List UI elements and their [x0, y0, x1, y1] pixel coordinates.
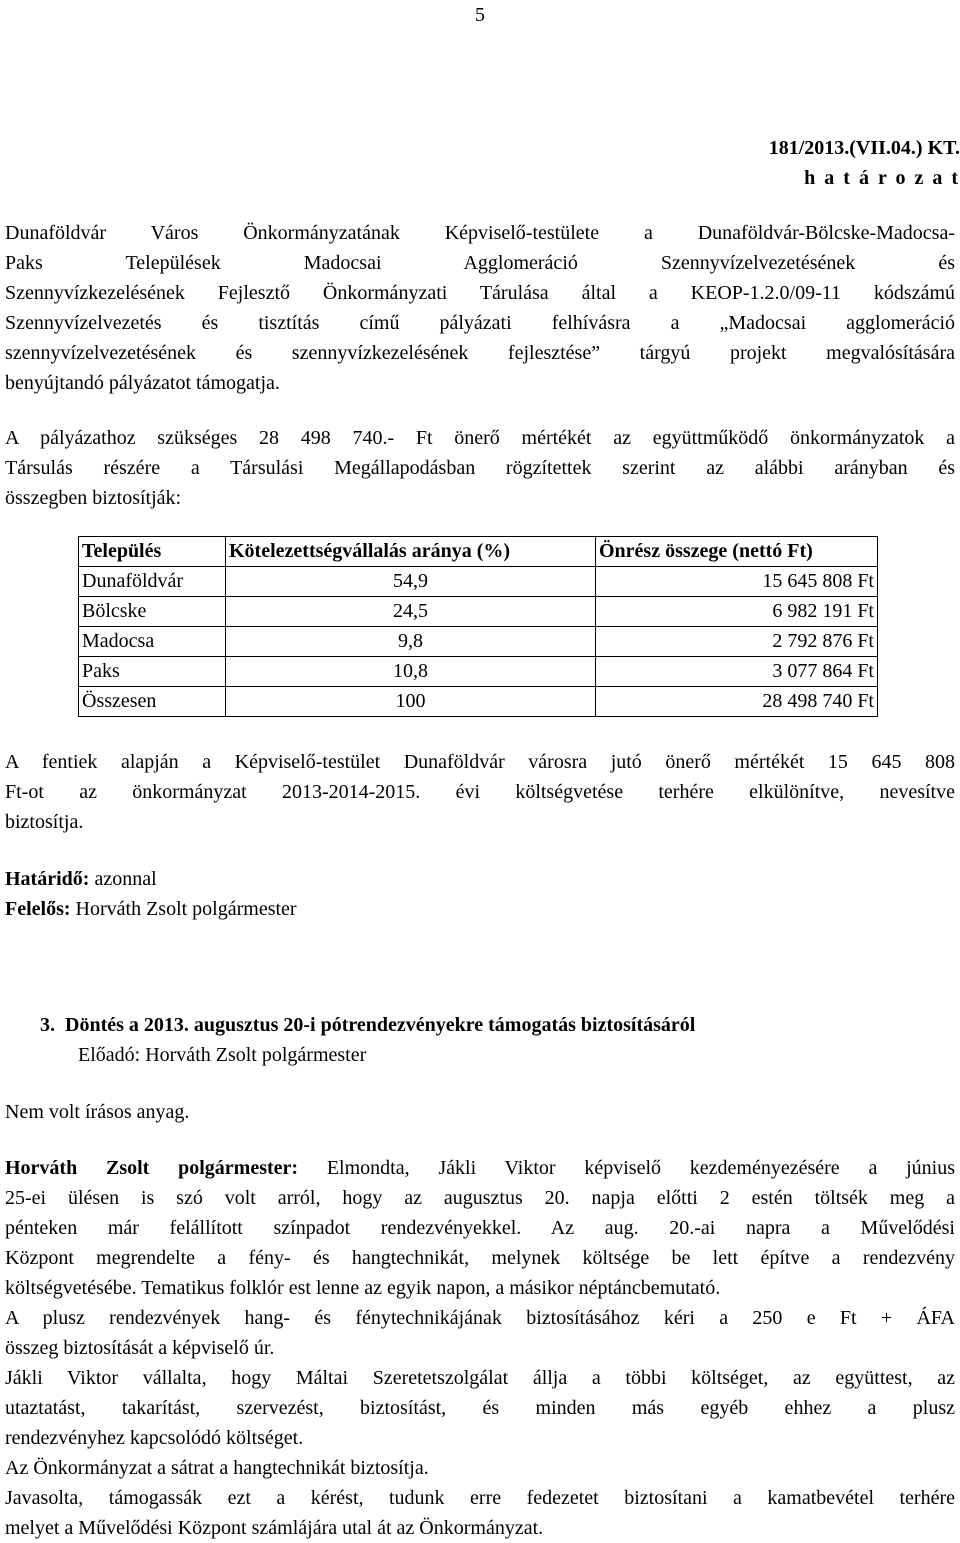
no-material-note: Nem volt írásos anyag.: [5, 1101, 190, 1123]
text-line: Társulás részére a Társulási Megállapodásban rögzítettek szerint az alábbi arányban és: [5, 457, 955, 479]
deadline-value: azonnal: [89, 868, 157, 890]
contribution-paragraph: [5, 423, 955, 513]
text-line: 25-ei ülésen is szó volt arról, hogy az augusztus 20. napja előtti 2 estén töltsék meg a: [5, 1187, 955, 1209]
table-row: [79, 627, 878, 657]
text-line: pénteken már felállított színpadot rendezvényekkel. Az aug. 20.-ai napra a Művelődési: [5, 1217, 955, 1239]
cell-amount: 2 792 876 Ft: [596, 627, 878, 657]
cell-share: 100: [226, 687, 596, 717]
text-line: Jákli Viktor vállalta, hogy Máltai Szeretetszolgálat állja a többi költséget, az együttest, az: [5, 1367, 955, 1389]
text-line: biztosítja.: [5, 811, 84, 833]
agenda-item-presenter: Előadó: Horváth Zsolt polgármester: [78, 1044, 367, 1066]
text-line: Paks Települések Madocsai Agglomeráció Szennyvízelvezetésének és: [5, 252, 955, 274]
cell-settlement: Madocsa: [79, 627, 226, 657]
cell-share: 10,8: [226, 657, 596, 687]
text-line: A pályázathoz szükséges 28 498 740.- Ft önerő mértékét az együttműködő önkormányzatok a: [5, 427, 955, 449]
table-row: [79, 567, 878, 597]
text-line: Központ megrendelte a fény- és hangtechnikát, melynek költsége be lett építve a rendezvény: [5, 1247, 955, 1269]
cell-settlement: Bölcske: [79, 597, 226, 627]
budget-paragraph: [5, 747, 955, 837]
page-number: 5: [475, 4, 485, 26]
responsible-line: [5, 894, 297, 924]
deadline-label: Határidő:: [5, 868, 90, 890]
deadline-line: [5, 864, 157, 894]
text-line: Dunaföldvár Város Önkormányzatának Képviselő-testülete a Dunaföldvár-Bölcske-Madocsa-: [5, 222, 955, 244]
cell-settlement: Összesen: [79, 687, 226, 717]
responsible-value: Horváth Zsolt polgármester: [70, 898, 297, 920]
table-row-total: [79, 687, 878, 717]
resolution-heading: h a t á r o z a t: [804, 167, 960, 189]
contribution-table: [78, 536, 878, 717]
text-line: utaztatást, takarítást, szervezést, biztosítást, és minden más egyéb ehhez a plusz: [5, 1397, 955, 1419]
cell-share: 9,8: [226, 627, 596, 657]
text-line: összeg biztosítását a képviselő úr.: [5, 1337, 275, 1359]
resolution-id: 181/2013.(VII.04.) KT.: [768, 137, 960, 159]
cell-share: 24,5: [226, 597, 596, 627]
speech-block: [5, 1153, 955, 1543]
cell-amount: 3 077 864 Ft: [596, 657, 878, 687]
table-row: [79, 657, 878, 687]
text-line: Javasolta, támogassák ezt a kérést, tudunk erre fedezetet biztosítani a kamatbevétel terhére: [5, 1487, 955, 1509]
table-header-row: [79, 537, 878, 567]
agenda-item-title: 3. Döntés a 2013. augusztus 20-i pótrendezvényekre támogatás biztosításáról: [40, 1014, 696, 1036]
text-line: Szennyvízelvezetés és tisztítás című pályázati felhívásra a „Madocsai agglomeráció: [5, 312, 955, 334]
text-line: Szennyvízkezelésének Fejlesztő Önkormányzati Tárulása által a KEOP-1.2.0/09-11 kódszámú: [5, 282, 955, 304]
cell-settlement: Dunaföldvár: [79, 567, 226, 597]
text-line: [5, 1153, 955, 1183]
cell-amount: 6 982 191 Ft: [596, 597, 878, 627]
text-line: szennyvízelvezetésének és szennyvízkezelésének fejlesztése” tárgyú projekt megvalósítására: [5, 342, 955, 364]
text-line: A fentiek alapján a Képviselő-testület Dunaföldvár városra jutó önerő mértékét 15 645 808: [5, 751, 955, 773]
text-line: Ft-ot az önkormányzat 2013-2014-2015. évi költségvetése terhére elkülönítve, nevesítve: [5, 781, 955, 803]
text-line: költségvetésébe. Tematikus folklór est lenne az egyik napon, a másikor néptáncbemutató.: [5, 1277, 721, 1299]
header-amount: Önrész összege (nettó Ft): [596, 537, 878, 567]
cell-amount: 28 498 740 Ft: [596, 687, 878, 717]
text-line: összegben biztosítják:: [5, 487, 182, 509]
header-settlement: Település: [79, 537, 226, 567]
text-line: melyet a Művelődési Központ számlájára utal át az Önkormányzat.: [5, 1517, 544, 1539]
cell-share: 54,9: [226, 567, 596, 597]
responsible-label: Felelős:: [5, 898, 71, 920]
contribution-table-wrapper: [78, 536, 878, 717]
speaker-name: Horváth Zsolt polgármester:: [5, 1157, 299, 1179]
speech-text: Elmondta, Jákli Viktor képviselő kezdeményezésére a június: [298, 1157, 955, 1179]
resolution-intro-paragraph: [5, 218, 955, 398]
table-row: [79, 597, 878, 627]
header-share: Kötelezettségvállalás aránya (%): [226, 537, 596, 567]
cell-amount: 15 645 808 Ft: [596, 567, 878, 597]
text-line: A plusz rendezvények hang- és fénytechnikájának biztosításához kéri a 250 e Ft + ÁFA: [5, 1307, 955, 1329]
cell-settlement: Paks: [79, 657, 226, 687]
text-line: benyújtandó pályázatot támogatja.: [5, 372, 280, 394]
text-line: Az Önkormányzat a sátrat a hangtechnikát biztosítja.: [5, 1457, 429, 1479]
text-line: rendezvényhez kapcsolódó költséget.: [5, 1427, 304, 1449]
